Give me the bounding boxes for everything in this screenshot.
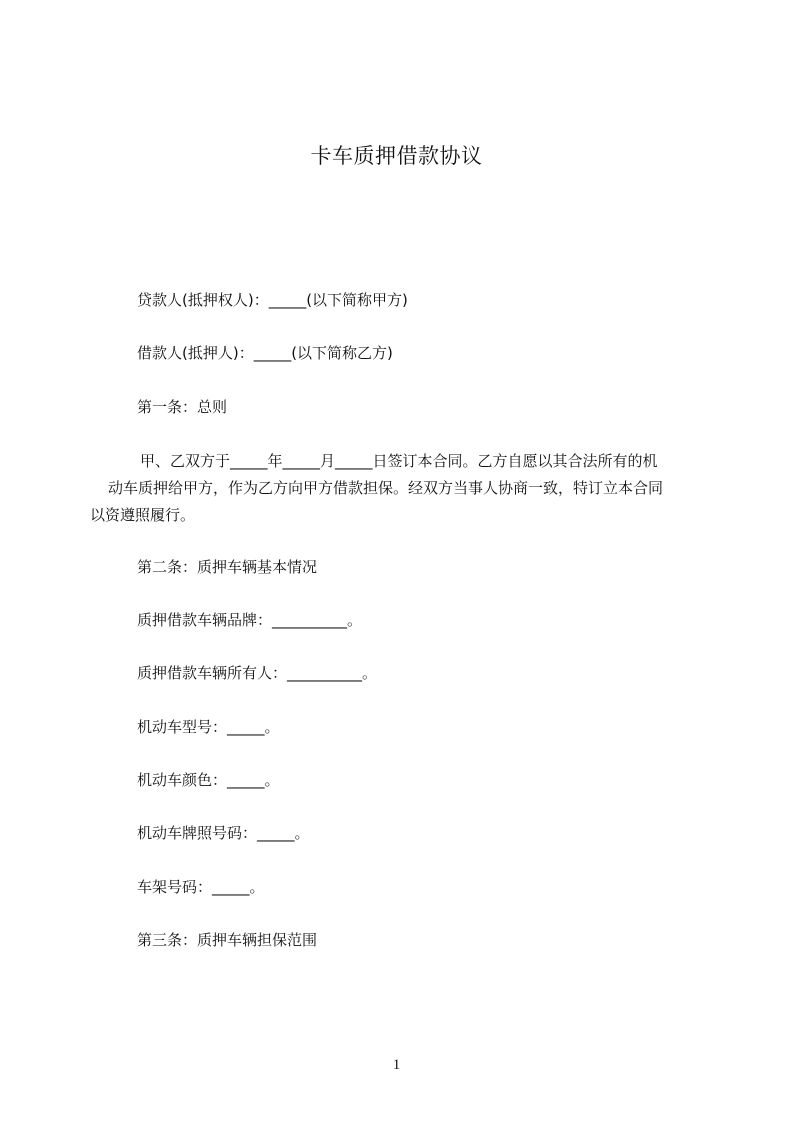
borrower-line: 借款人(抵押人)：_____(以下简称乙方) — [137, 344, 393, 362]
vehicle-owner-line: 质押借款车辆所有人：__________。 — [137, 664, 378, 682]
vehicle-color-line: 机动车颜色：_____。 — [137, 771, 280, 789]
lender-line: 贷款人(抵押权人)：_____(以下简称甲方) — [137, 291, 408, 309]
article-1-line-2: 动车质押给甲方，作为乙方向甲方借款担保。经双方当事人协商一致，特订立本合同 — [108, 479, 664, 497]
page-number: 1 — [392, 1057, 401, 1073]
article-1-line-1: 甲、乙双方于_____年_____月_____日签订本合同。乙方自愿以其合法所有的机 — [140, 452, 658, 470]
vehicle-model-line: 机动车型号：_____。 — [137, 718, 280, 736]
frame-number-line: 车架号码：_____。 — [137, 878, 265, 896]
document-title: 卡车质押借款协议 — [310, 144, 483, 168]
article-1-paragraph — [90, 448, 710, 529]
plate-number-line: 机动车牌照号码：_____。 — [137, 824, 310, 842]
article-1-line-3: 以资遵照履行。 — [90, 506, 196, 524]
article-1-heading: 第一条：总则 — [137, 398, 228, 416]
article-2-heading: 第二条：质押车辆基本情况 — [137, 558, 318, 576]
vehicle-brand-line: 质押借款车辆品牌：__________。 — [137, 611, 363, 629]
article-3-heading: 第三条：质押车辆担保范围 — [137, 931, 318, 949]
